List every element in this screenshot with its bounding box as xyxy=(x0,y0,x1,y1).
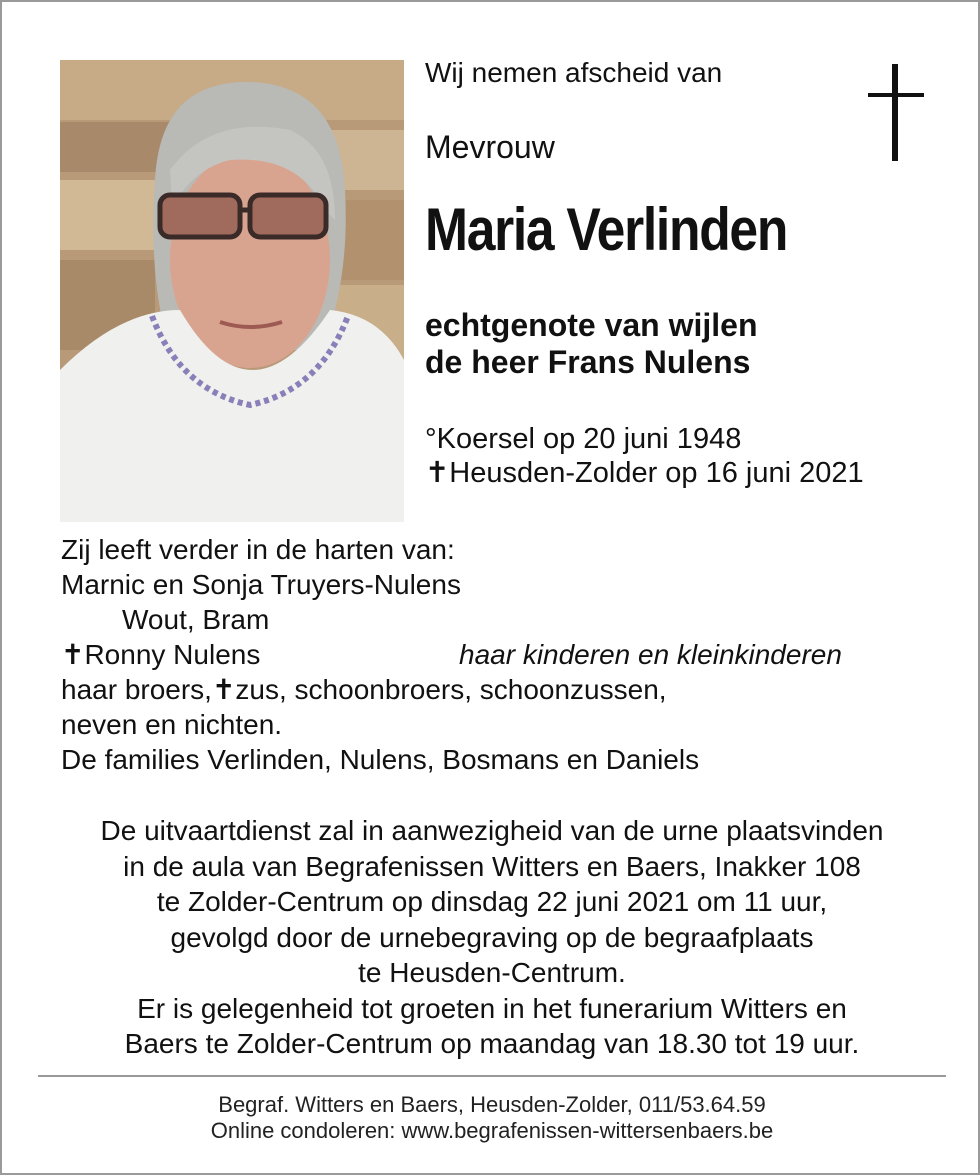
service-line: in de aula van Begrafenissen Witters en Baers, Inakker 108 xyxy=(123,850,861,882)
funeral-home-contact: Begraf. Witters en Baers, Heusden-Zolder, 011/53.64.59 xyxy=(218,1092,766,1117)
title-prefix: Mevrouw xyxy=(425,129,555,165)
spouse-line-1: echtgenote van wijlen xyxy=(425,307,758,343)
portrait-photo xyxy=(60,60,404,522)
family-line: De families Verlinden, Nulens, Bosmans en Daniels xyxy=(61,744,700,775)
service-line: te Heusden-Centrum. xyxy=(358,957,626,988)
intro-text: Wij nemen afscheid van xyxy=(425,57,723,88)
divider xyxy=(38,1075,946,1077)
family-line-row xyxy=(61,637,941,672)
relation-label: haar kinderen en kleinkinderen xyxy=(459,639,842,670)
condolence-website[interactable]: Online condoleren: www.begrafenissen-wittersenbaers.be xyxy=(210,1118,774,1143)
service-line: te Zolder-Centrum op dinsdag 22 juni 2021 om 11 uur, xyxy=(156,886,828,917)
service-line: De uitvaartdienst zal in aanwezigheid van de urne plaatsvinden xyxy=(100,815,884,846)
family-heading: Zij leeft verder in de harten van: xyxy=(61,534,455,565)
service-line: gevolgd door de urnebegraving op de begraafplaats xyxy=(170,921,814,953)
service-line: Baers te Zolder-Centrum op maandag van 18.30 tot 19 uur. xyxy=(124,1028,860,1059)
family-line: haar broers,✝zus, schoonbroers, schoonzussen, xyxy=(61,674,667,705)
spouse-line-2: de heer Frans Nulens xyxy=(425,344,751,380)
birth-date: °Koersel op 20 juni 1948 xyxy=(425,423,742,455)
cross-icon xyxy=(868,64,924,161)
family-section xyxy=(61,532,941,777)
footer xyxy=(42,1092,942,1144)
service-line: Er is gelegenheid tot groeten in het funerarium Witters en xyxy=(137,992,847,1024)
service-info xyxy=(42,813,942,1062)
death-date: ✝Heusden-Zolder op 16 juni 2021 xyxy=(425,457,864,489)
deceased-name: Maria Verlinden xyxy=(425,196,788,263)
life-dates xyxy=(425,422,864,490)
family-line: Wout, Bram xyxy=(122,604,270,635)
spouse-info xyxy=(425,307,758,381)
family-line: Marnic en Sonja Truyers-Nulens xyxy=(61,569,461,600)
family-line: neven en nichten. xyxy=(61,709,283,740)
family-line: ✝Ronny Nulens xyxy=(61,639,261,670)
